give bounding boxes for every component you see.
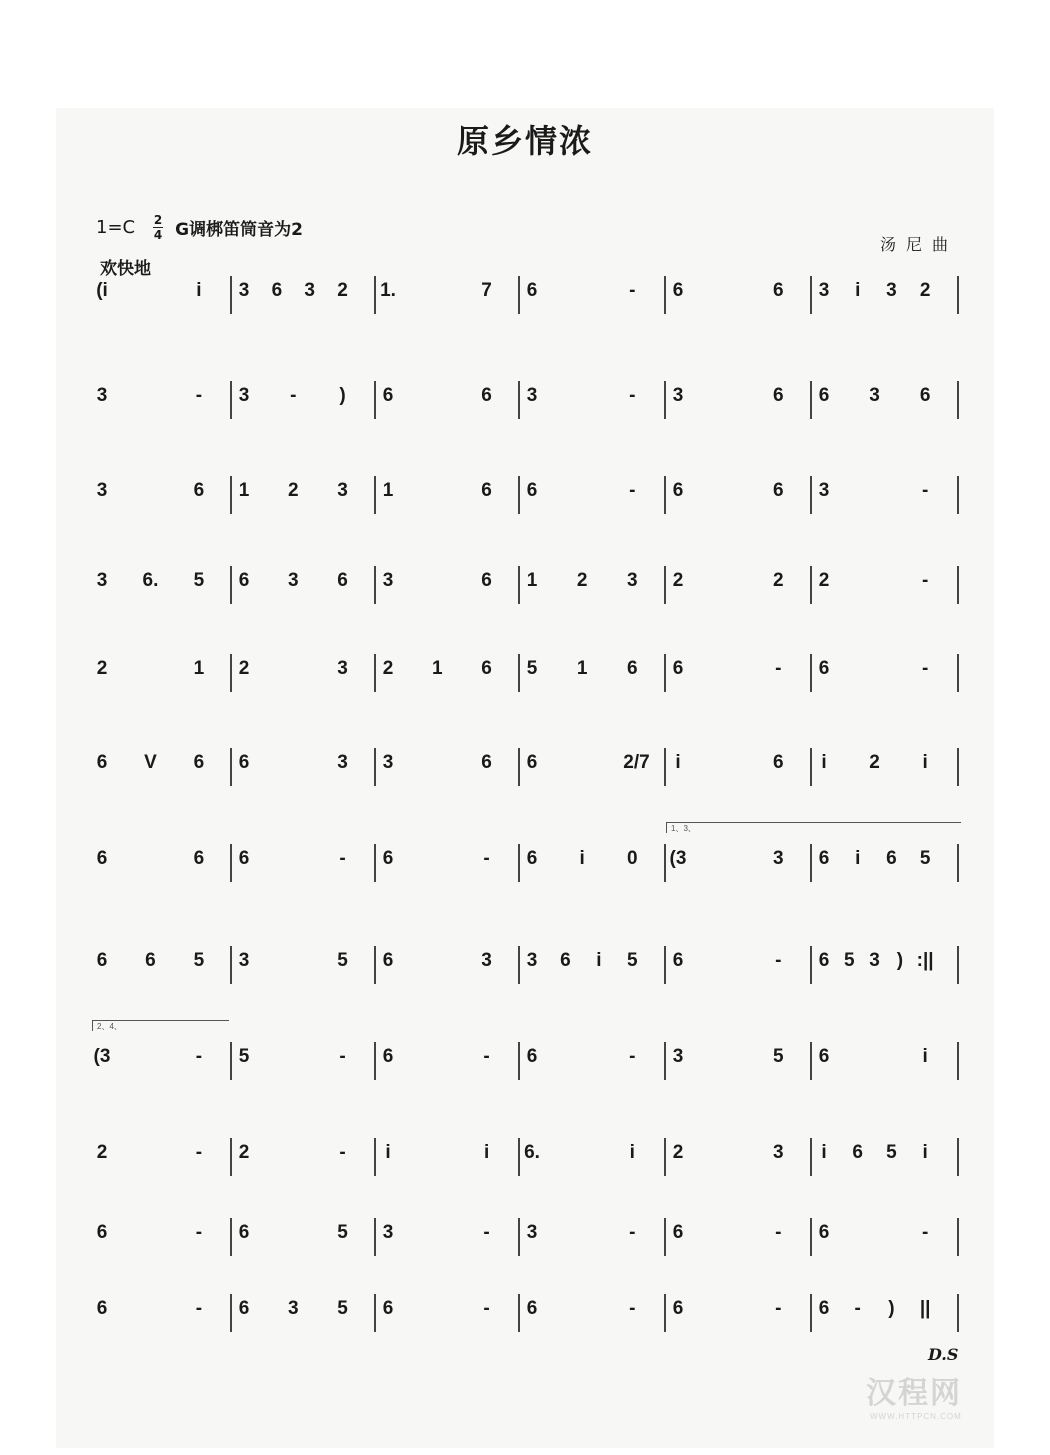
- note: 5: [193, 950, 205, 971]
- watermark-logo: 汉程网 WWW.HTTPCN.COM: [866, 1377, 962, 1421]
- note: 5: [526, 658, 538, 679]
- note: 5: [773, 1046, 784, 1067]
- note: 3: [773, 848, 784, 869]
- note: 6: [193, 480, 205, 501]
- score-row: [0, 942, 1050, 1002]
- note: -: [629, 385, 636, 406]
- measure: [374, 272, 518, 332]
- note: 6: [526, 848, 538, 869]
- barline: [957, 1218, 959, 1256]
- note: 6: [526, 1046, 538, 1067]
- note: 2: [869, 752, 880, 773]
- note: i: [629, 1142, 635, 1163]
- note: -: [629, 480, 636, 501]
- measure: [518, 1038, 664, 1098]
- note: 6: [773, 385, 784, 406]
- measure: [664, 1214, 810, 1274]
- note: 2: [818, 570, 830, 591]
- measure: [810, 840, 957, 900]
- measure: [88, 744, 230, 804]
- note: 2: [576, 570, 588, 591]
- note: 3: [382, 752, 394, 773]
- measure: [518, 562, 664, 622]
- note: 6: [627, 658, 638, 679]
- note: -: [629, 280, 636, 301]
- measure: [664, 744, 810, 804]
- score-row: [0, 1134, 1050, 1194]
- measure: [230, 562, 374, 622]
- measure: [374, 1214, 518, 1274]
- measure: [810, 1214, 957, 1274]
- note: 0: [627, 848, 638, 869]
- note: 2: [96, 1142, 108, 1163]
- note: 3: [526, 1222, 538, 1243]
- measure: [518, 377, 664, 437]
- measure: [810, 1038, 957, 1098]
- note: 6: [382, 385, 394, 406]
- note: 6: [481, 658, 492, 679]
- measure: [230, 377, 374, 437]
- barline: [957, 748, 959, 786]
- note: 6: [526, 280, 538, 301]
- note: 6: [96, 1298, 108, 1319]
- measure: [230, 744, 374, 804]
- measure: [374, 942, 518, 1002]
- key-signature-line: [96, 214, 303, 241]
- note: -: [195, 1142, 203, 1163]
- note: 3: [773, 1142, 784, 1163]
- note: 6: [773, 480, 784, 501]
- note: 6: [481, 570, 492, 591]
- note: 2: [96, 658, 108, 679]
- note: 6: [818, 950, 830, 971]
- measure: [810, 744, 957, 804]
- measure: [88, 1134, 230, 1194]
- note: 6.: [524, 1142, 540, 1163]
- note: -: [921, 1222, 929, 1243]
- score-row: [0, 840, 1050, 900]
- barline: [957, 946, 959, 984]
- note: 2: [672, 570, 684, 591]
- measure: [374, 840, 518, 900]
- note: 5: [919, 848, 931, 869]
- measure: [374, 377, 518, 437]
- note: -: [339, 1046, 346, 1067]
- measure: [88, 472, 230, 532]
- note: 6: [382, 950, 394, 971]
- note: 5: [843, 950, 855, 971]
- note: -: [921, 658, 929, 679]
- note: i: [821, 1142, 827, 1163]
- note: 6: [382, 848, 394, 869]
- note: 1.: [380, 280, 396, 301]
- measure: [664, 840, 810, 900]
- measure: [518, 1290, 664, 1350]
- note: -: [854, 1298, 861, 1319]
- measure: [518, 1134, 664, 1194]
- barline: [957, 276, 959, 314]
- measure: [664, 1134, 810, 1194]
- note: -: [921, 570, 929, 591]
- note: 6: [145, 950, 156, 971]
- note: 6: [96, 752, 108, 773]
- measure: [374, 1038, 518, 1098]
- note: 2: [382, 658, 394, 679]
- barline: [957, 844, 959, 882]
- note: -: [775, 950, 782, 971]
- measure: [518, 272, 664, 332]
- measure: [518, 1214, 664, 1274]
- note: 5: [193, 570, 205, 591]
- note: 6: [96, 848, 108, 869]
- note: 5: [238, 1046, 250, 1067]
- note: 6: [96, 950, 108, 971]
- score-row: [0, 377, 1050, 437]
- measure: [810, 650, 957, 710]
- note: 6: [672, 480, 684, 501]
- note: 1: [238, 480, 250, 501]
- composer-credit: 汤尼曲: [880, 235, 959, 254]
- measure: [664, 1290, 810, 1350]
- note: 6: [238, 752, 250, 773]
- score-row: [0, 744, 1050, 804]
- note: 2: [337, 280, 348, 301]
- note: 3: [672, 1046, 684, 1067]
- ds-marking: D.S: [928, 1345, 959, 1364]
- measure: [664, 272, 810, 332]
- note: (i: [96, 280, 108, 301]
- tuning-note: G调梆笛筒音为2: [175, 220, 303, 240]
- note: 6: [238, 1222, 250, 1243]
- note: 6: [193, 848, 205, 869]
- barline: [957, 1138, 959, 1176]
- measure: [810, 272, 957, 332]
- note: -: [775, 1222, 782, 1243]
- note: 3: [818, 480, 830, 501]
- note: -: [195, 385, 203, 406]
- note: V: [144, 752, 157, 773]
- note: 6: [818, 658, 830, 679]
- note: 6: [818, 1222, 830, 1243]
- measure: [810, 942, 957, 1002]
- note: 3: [238, 950, 250, 971]
- note: (3: [93, 1046, 111, 1067]
- note: 3: [886, 280, 897, 301]
- note: 3: [382, 1222, 394, 1243]
- measure: [664, 1038, 810, 1098]
- note: 6: [526, 480, 538, 501]
- note: ||: [919, 1298, 931, 1319]
- note: 6: [238, 848, 250, 869]
- note: 6: [238, 570, 250, 591]
- measure: [88, 1290, 230, 1350]
- note: i: [675, 752, 681, 773]
- song-title: 原乡情浓: [456, 122, 593, 160]
- note: ): [888, 1298, 895, 1319]
- measure: [88, 377, 230, 437]
- measure: [230, 1134, 374, 1194]
- note: 6: [526, 1298, 538, 1319]
- note: 3: [526, 950, 538, 971]
- note: 2: [238, 658, 250, 679]
- note: 3: [288, 570, 299, 591]
- measure: [230, 942, 374, 1002]
- note: 2: [238, 1142, 250, 1163]
- note: 6: [818, 1046, 830, 1067]
- measure: [374, 744, 518, 804]
- note: i: [385, 1142, 391, 1163]
- note: -: [483, 1222, 490, 1243]
- measure: [518, 840, 664, 900]
- note: (3: [669, 848, 687, 869]
- measure: [664, 472, 810, 532]
- note: 6: [238, 1298, 250, 1319]
- note: 6: [672, 280, 684, 301]
- note: 3: [337, 480, 348, 501]
- note: 3: [869, 385, 880, 406]
- note: 5: [337, 950, 348, 971]
- measure: [88, 840, 230, 900]
- note: 6: [672, 658, 684, 679]
- measure: [518, 472, 664, 532]
- measure: [664, 562, 810, 622]
- note: 1: [193, 658, 205, 679]
- barline: [957, 1294, 959, 1332]
- barline: [957, 381, 959, 419]
- note: 6: [382, 1046, 394, 1067]
- note: -: [290, 385, 297, 406]
- measure: [810, 562, 957, 622]
- score-row: [0, 1290, 1050, 1350]
- note: -: [483, 848, 490, 869]
- measure: [88, 562, 230, 622]
- note: -: [629, 1222, 636, 1243]
- measure: [88, 942, 230, 1002]
- note: 6: [886, 848, 897, 869]
- note: 6: [818, 848, 830, 869]
- measure: [230, 1214, 374, 1274]
- measure: [518, 650, 664, 710]
- barline: [957, 566, 959, 604]
- measure: [88, 1214, 230, 1274]
- time-signature: $\frac{2}{4}$: [153, 213, 163, 242]
- note: 5: [627, 950, 638, 971]
- note: 3: [337, 752, 348, 773]
- note: 3: [481, 950, 492, 971]
- note: -: [195, 1298, 203, 1319]
- barline: [957, 654, 959, 692]
- note: i: [821, 752, 827, 773]
- note: 3: [869, 950, 880, 971]
- note: 6: [96, 1222, 108, 1243]
- tempo-marking: 欢快地: [100, 259, 151, 278]
- volta-bracket: 2、4、: [92, 1020, 229, 1031]
- note: -: [775, 1298, 782, 1319]
- note: 3: [526, 385, 538, 406]
- note: 3: [627, 570, 638, 591]
- note: 3: [96, 385, 108, 406]
- note: i: [855, 280, 861, 301]
- note: 3: [288, 1298, 299, 1319]
- note: 1: [576, 658, 588, 679]
- note: 2: [919, 280, 931, 301]
- measure: [664, 942, 810, 1002]
- note: ): [896, 950, 904, 971]
- note: 3: [672, 385, 684, 406]
- note: 1: [382, 480, 394, 501]
- note: -: [483, 1298, 490, 1319]
- note: 6: [919, 385, 931, 406]
- barline: [957, 1042, 959, 1080]
- note: i: [922, 1046, 928, 1067]
- note: -: [775, 658, 782, 679]
- note: :||: [916, 950, 934, 971]
- measure: [230, 1290, 374, 1350]
- note: 6: [382, 1298, 394, 1319]
- note: -: [339, 848, 346, 869]
- score-row: [0, 650, 1050, 710]
- measure: [518, 942, 664, 1002]
- score-row: [0, 472, 1050, 532]
- measure: [230, 840, 374, 900]
- note: 6: [773, 280, 784, 301]
- note: 6: [773, 752, 784, 773]
- note: -: [195, 1222, 203, 1243]
- score-row: [0, 1038, 1050, 1098]
- note: 2: [672, 1142, 684, 1163]
- note: -: [339, 1142, 346, 1163]
- note: 6: [481, 385, 492, 406]
- note: 6: [818, 385, 830, 406]
- note: -: [483, 1046, 490, 1067]
- note: 5: [886, 1142, 897, 1163]
- note: 7: [481, 280, 492, 301]
- measure: [230, 472, 374, 532]
- note: i: [855, 848, 861, 869]
- note: 6: [672, 1298, 684, 1319]
- note: 5: [337, 1222, 348, 1243]
- note: 6: [271, 280, 283, 301]
- measure: [810, 1134, 957, 1194]
- note: 6: [672, 950, 684, 971]
- note: 1: [526, 570, 538, 591]
- measure: [374, 1290, 518, 1350]
- note: 6.: [142, 570, 159, 591]
- note: 3: [818, 280, 830, 301]
- note: 6: [818, 1298, 830, 1319]
- note: i: [196, 280, 202, 301]
- note: i: [922, 752, 928, 773]
- score-row: [0, 1214, 1050, 1274]
- note: 6: [526, 752, 538, 773]
- note: 3: [304, 280, 315, 301]
- note: 6: [481, 480, 492, 501]
- note: i: [579, 848, 585, 869]
- note: -: [629, 1046, 636, 1067]
- note: 6: [672, 1222, 684, 1243]
- measure: [88, 650, 230, 710]
- note: i: [483, 1142, 490, 1163]
- measure: [230, 650, 374, 710]
- note: 2: [773, 570, 784, 591]
- score-row: [0, 272, 1050, 332]
- measure: [810, 1290, 957, 1350]
- key-label: 1=C: [96, 217, 136, 238]
- note: 5: [337, 1298, 348, 1319]
- note: 2/7: [623, 752, 650, 773]
- score-row: [0, 562, 1050, 622]
- note: -: [629, 1298, 636, 1319]
- note: 6: [560, 950, 571, 971]
- note: 6: [852, 1142, 863, 1163]
- measure: [664, 377, 810, 437]
- note: -: [921, 480, 929, 501]
- note: 3: [96, 480, 108, 501]
- measure: [374, 562, 518, 622]
- measure: [230, 1038, 374, 1098]
- note: -: [195, 1046, 203, 1067]
- measure: [810, 472, 957, 532]
- note: 6: [337, 570, 348, 591]
- measure: [810, 377, 957, 437]
- note: 3: [238, 385, 250, 406]
- note: 3: [96, 570, 108, 591]
- note: i: [596, 950, 602, 971]
- note: i: [922, 1142, 928, 1163]
- note: 3: [238, 280, 250, 301]
- note: 2: [288, 480, 299, 501]
- measure: [374, 472, 518, 532]
- measure: [374, 1134, 518, 1194]
- barline: [957, 476, 959, 514]
- note: 6: [481, 752, 492, 773]
- measure: [230, 272, 374, 332]
- measure: [664, 650, 810, 710]
- measure: [88, 1038, 230, 1098]
- note: 1: [432, 658, 443, 679]
- measure: [374, 650, 518, 710]
- measure: [88, 272, 230, 332]
- note: ): [339, 385, 346, 406]
- note: 3: [382, 570, 394, 591]
- volta-bracket: 1、3、: [666, 822, 961, 833]
- measure: [518, 744, 664, 804]
- note: 6: [193, 752, 205, 773]
- note: 3: [337, 658, 348, 679]
